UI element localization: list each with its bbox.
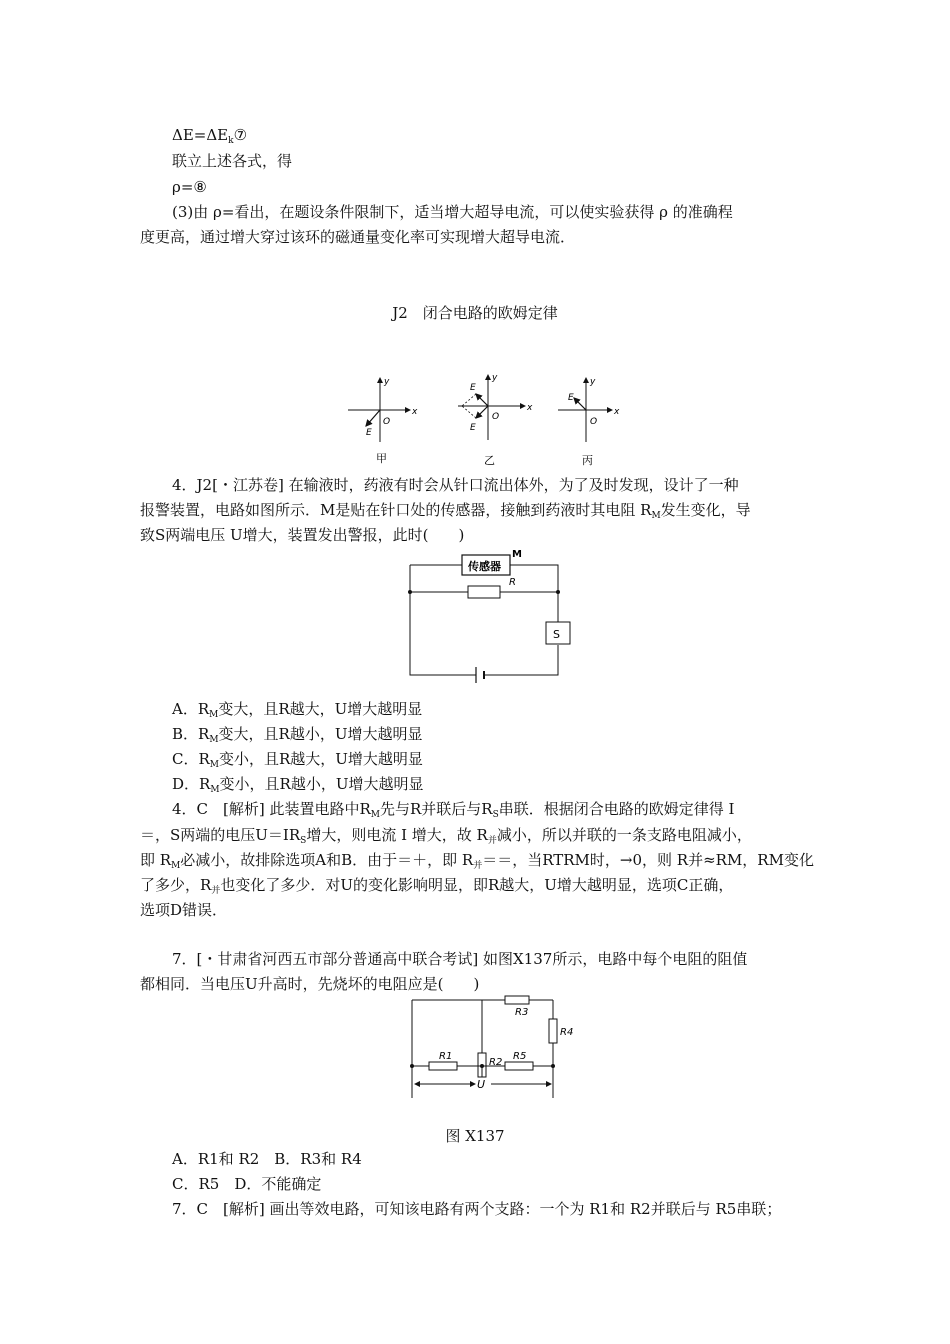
svg-text:x: x [412, 407, 418, 417]
resistor-network-diagram [405, 993, 575, 1105]
svg-text:S: S [553, 628, 560, 641]
svg-text:y: y [384, 377, 390, 387]
analysis-line: ＝，S两端的电压$U=IR_S$增大，则电流 I 增大，故 $R_并$减小，所以并联的一条支路电阻减小， [140, 826, 752, 846]
svg-text:U: U [477, 1078, 486, 1091]
option-d: D．$R_M$变小，且R越小，U增大越明显 [172, 775, 424, 795]
svg-text:x: x [527, 403, 533, 413]
analysis-line: 了多少，$R_并$也变化了多少．对U的变化影响明显，即R越大，U增大越明显，选项C正确， [140, 876, 734, 896]
svg-text:甲: 甲 [376, 452, 387, 465]
svg-text:O: O [492, 412, 500, 422]
svg-text:O: O [590, 417, 598, 427]
equation-line: $\Delta E=\Delta E_k⑦$ [172, 126, 248, 146]
svg-text:R1: R1 [439, 1051, 453, 1062]
svg-text:x: x [614, 407, 620, 417]
text-line: 联立上述各式，得 [172, 152, 293, 170]
question-7-line: 都相同．当电压U升高时，先烧坏的电阻应是( ) [140, 975, 480, 993]
question-4-line: 4．J2[・江苏卷] 在输液时，药液有时会从针口流出体外，为了及时发现，设计了一种 [172, 476, 739, 494]
option-line: C．R5 D．不能确定 [172, 1175, 322, 1193]
question-4-line: 报警装置，电路如图所示．M是贴在针口处的传感器，接触到药液时其电阻 $R_M$发生变化，导 [140, 501, 751, 521]
analysis-line: 选项D错误． [140, 901, 228, 919]
svg-text:R4: R4 [560, 1027, 574, 1038]
diagram-jia [348, 377, 418, 465]
diagram-bing [558, 377, 620, 467]
svg-text:M: M [512, 549, 522, 560]
text-line: (3)由 ρ=看出，在题设条件限制下，适当增大超导电流，可以使实验获得 ρ 的准确程 [172, 203, 733, 221]
svg-text:E: E [366, 428, 372, 438]
svg-text:R2: R2 [489, 1057, 503, 1068]
option-a: A．$R_M$变大，且R越大，U增大越明显 [172, 700, 423, 720]
svg-text:R3: R3 [515, 1007, 529, 1018]
analysis-line: 7．C [解析] 画出等效电路，可知该电路有两个支路：一个为 R1和 R2并联后与 R5串联； [172, 1200, 782, 1218]
svg-text:丙: 丙 [582, 454, 593, 467]
alarm-circuit-diagram [400, 545, 585, 685]
analysis-line: 4．C [解析] 此装置电路中$R_M$先与R并联后与$R_S$串联．根据闭合电路的欧姆定律得 I [172, 800, 735, 820]
svg-text:y: y [590, 377, 596, 387]
svg-text:R: R [509, 577, 516, 588]
option-line: A．R1和 R2 B．R3和 R4 [172, 1150, 362, 1168]
figure-caption: 图 X137 [445, 1127, 505, 1145]
option-c: C．$R_M$变小，且R越大，U增大越明显 [172, 750, 423, 770]
question-4-line: 致S两端电压 U增大，装置发出警报，此时( ) [140, 526, 465, 544]
svg-text:E: E [568, 393, 574, 403]
svg-text:传感器: 传感器 [468, 560, 501, 573]
svg-text:y: y [492, 373, 498, 383]
svg-text:E: E [470, 423, 476, 433]
svg-text:E: E [470, 383, 476, 393]
option-b: B．$R_M$变大，且R越小，U增大越明显 [172, 725, 423, 745]
svg-text:R5: R5 [513, 1051, 527, 1062]
section-title: J2 闭合电路的欧姆定律 [392, 304, 558, 322]
text-line: 度更高，通过增大穿过该环的磁通量变化率可实现增大超导电流． [140, 228, 576, 246]
svg-text:O: O [383, 417, 391, 427]
diagram-yi [458, 373, 533, 467]
equation-line: ρ=⑧ [172, 178, 207, 196]
field-diagram-figure [340, 370, 620, 470]
question-7-line: 7．[・甘肃省河西五市部分普通高中联合考试] 如图X137所示，电路中每个电阻的阻值 [172, 950, 748, 968]
analysis-line: 即 $R_M$必减小，故排除选项A和B．由于＝＋，即 $R_并==$，当RTRM时，→0，则 R并≈RM，RM变化 [140, 851, 814, 871]
svg-text:乙: 乙 [484, 454, 495, 467]
